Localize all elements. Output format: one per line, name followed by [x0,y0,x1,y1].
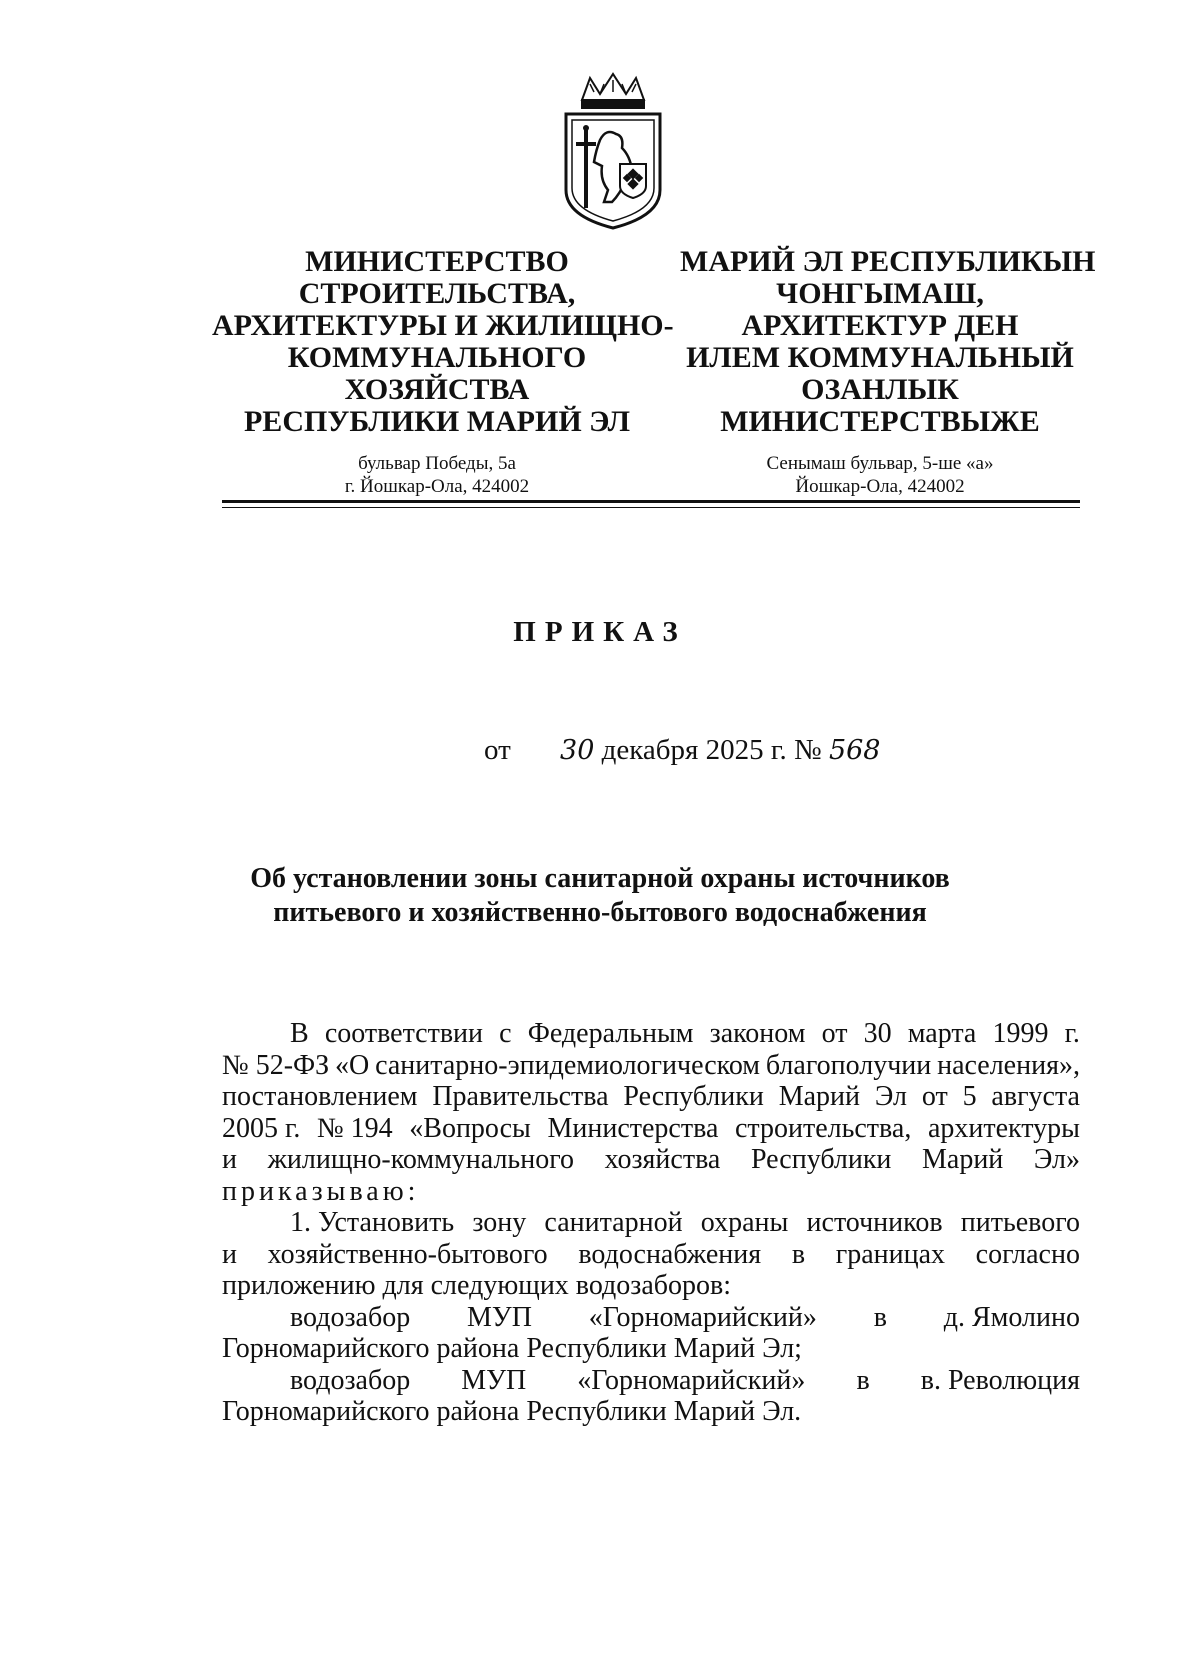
word: охраны [700,1207,789,1238]
word: границах [835,1238,945,1270]
body-line: Горномарийского района Республики Марий Эл; [222,1333,802,1364]
word: в. Революция [920,1364,1080,1396]
address-line: Сенымаш бульвар, 5-ше «а» [766,453,994,474]
word: с [499,1018,512,1049]
order-title: ПРИКАЗ [513,616,687,648]
word: питьевого [960,1207,1080,1238]
org-line: МИНИСТЕРСТВО [305,245,569,278]
date-prefix: от [484,734,511,766]
handwritten-day: 30 [560,735,595,766]
word: от [821,1018,848,1049]
word: водозабор [290,1301,411,1333]
preamble-paragraph [222,1018,1080,1176]
org-line: РЕСПУБЛИКИ МАРИЙ ЭЛ [243,405,630,438]
word: хозяйства [604,1144,721,1175]
word: водоснабжения [578,1238,762,1270]
org-line: ЧОНГЫМАШ, [776,277,984,310]
word: МУП [467,1301,532,1333]
body-line [222,1050,1080,1082]
word: водозабор [290,1364,411,1396]
word: законом [709,1018,806,1049]
word: В [290,1018,309,1049]
body-line [222,1081,1080,1113]
word: августа [991,1081,1080,1112]
body-line [222,1144,1080,1176]
order-date-line [484,734,881,767]
word: согласно [975,1238,1080,1270]
order-body [222,1018,1080,1428]
word: источников [806,1207,943,1238]
word: в [873,1301,887,1333]
subject-line: Об установлении зоны санитарной охраны источников [250,863,950,894]
ministry-header-ru [212,245,674,498]
water-intake-2-line [222,1365,1080,1397]
word: 1. Установить [290,1207,455,1238]
word: и [222,1144,237,1175]
word: Эл» [1033,1144,1080,1175]
ministry-header-mari [680,245,1096,498]
org-line: АРХИТЕКТУРЫ И ЖИЛИЩНО- [212,309,674,342]
word: «Горномарийский» [588,1301,817,1333]
word: благополучии [765,1049,932,1081]
word: № 194 [316,1112,393,1144]
water-intake-1-line [222,1302,1080,1334]
word: архитектуры [927,1112,1080,1144]
header-divider-thin [222,507,1080,508]
word: Федеральным [527,1018,694,1049]
subject-line: питьевого и хозяйственно-бытового водоснабжения [273,897,927,928]
body-line: Горномарийского района Республики Марий Эл. [222,1396,802,1427]
org-line: МИНИСТЕРСТВЫЖЕ [720,405,1040,438]
org-line: МАРИЙ ЭЛ РЕСПУБЛИКЫН [680,245,1096,278]
body-line: приложению для следующих водозаборов: [222,1270,732,1301]
org-line: СТРОИТЕЛЬСТВА, [298,277,576,310]
word: «Горномарийский» [577,1364,806,1396]
word: № 52-ФЗ [222,1049,330,1081]
org-line: ОЗАНЛЫК [801,373,959,406]
ministry-name-mari [680,245,1096,438]
ministry-address-mari [680,452,1080,498]
word: 5 [962,1081,977,1112]
word: зону [472,1207,527,1238]
word: МУП [461,1364,527,1396]
coat-of-arms-icon [560,70,666,232]
word: «О [335,1049,370,1081]
decree-word: приказываю: [222,1175,420,1207]
word: Министерства [547,1112,719,1144]
order-subject [0,862,1200,930]
handwritten-order-number: 568 [828,735,881,766]
item-1-paragraph [222,1207,1080,1270]
word: санитарно-эпидемиологическом [375,1049,761,1081]
word: г. [1064,1018,1080,1049]
word: 30 [863,1018,892,1049]
word: Республики [750,1144,892,1175]
word: от [921,1081,948,1112]
body-line [222,1018,1080,1050]
body-line [222,1113,1080,1145]
word: Марий [778,1081,861,1112]
header-divider-thick [222,500,1080,503]
org-line: ИЛЕМ КОММУНАЛЬНЫЙ [686,341,1074,374]
address-line: Йошкар-Ола, 424002 [795,476,965,497]
word: Марий [922,1144,1004,1175]
body-line [222,1207,1080,1239]
word: Эл [874,1081,907,1112]
org-line: КОММУНАЛЬНОГО [287,341,587,374]
word: населения», [937,1049,1080,1081]
date-month-year: декабря 2025 г. № [601,734,822,766]
word: д. Ямолино [943,1301,1080,1333]
word: постановлением [222,1081,418,1112]
word: Республики [623,1081,764,1112]
body-line [222,1239,1080,1271]
word: Правительства [432,1081,609,1112]
ministry-name-ru [212,245,674,438]
address-line: г. Йошкар-Ола, 424002 [344,476,530,497]
word: санитарной [544,1207,683,1238]
word: 1999 [992,1018,1049,1049]
word: хозяйственно-бытового [267,1238,548,1270]
word: строительства, [734,1112,912,1144]
word: в [856,1364,870,1396]
word: «Вопросы [409,1112,531,1144]
word: и [222,1238,237,1270]
ministry-address-ru [212,452,662,498]
word: жилищно-коммунального [267,1144,574,1175]
word: соответствии [324,1018,484,1049]
word: в [791,1238,806,1270]
address-line: бульвар Победы, 5а [358,453,516,474]
word: марта [907,1018,977,1049]
org-line: ХОЗЯЙСТВА [344,373,530,406]
org-line: АРХИТЕКТУР ДЕН [741,309,1019,342]
word: 2005 г. [222,1112,301,1144]
